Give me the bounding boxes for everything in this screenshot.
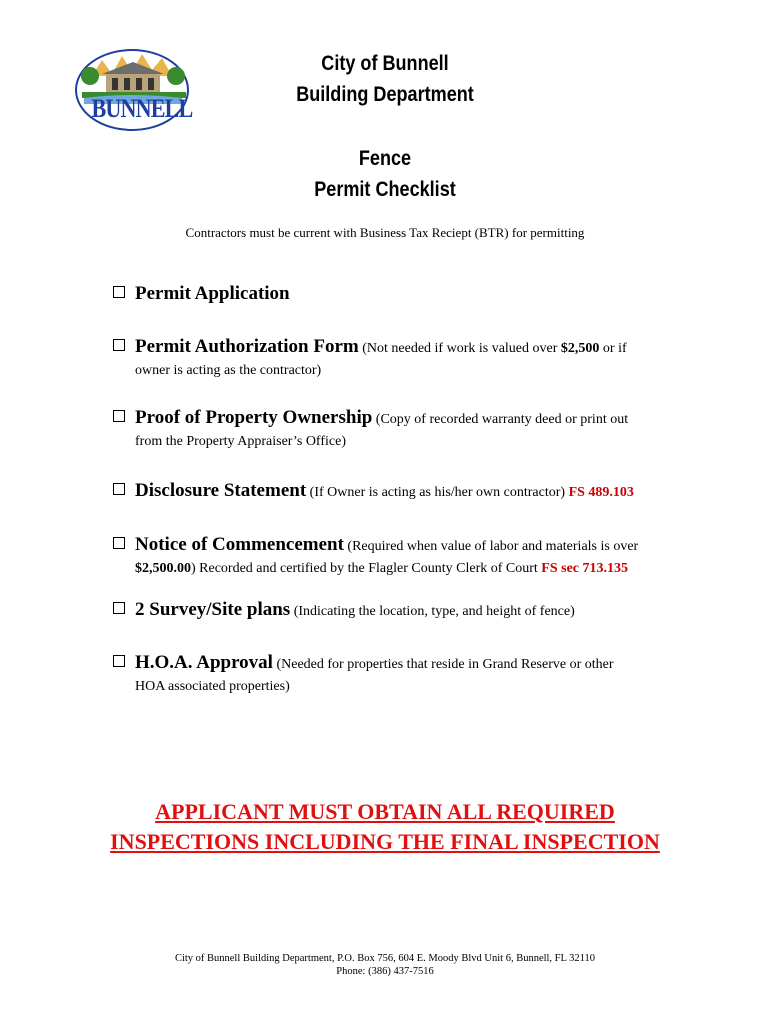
item-description: (If Owner is acting as his/her own contractor) (309, 485, 569, 500)
checkbox[interactable] (113, 655, 125, 667)
item-title: Permit Authorization Form (135, 336, 359, 357)
item-title: Permit Application (135, 283, 290, 304)
item-title: Notice of Commencement (135, 534, 344, 555)
item-description-cont: from the Property Appraiser’s Office) (135, 434, 346, 449)
item-description-cont: owner is acting as the contractor) (135, 363, 322, 378)
checklist-item-notice-of-commencement (113, 534, 683, 580)
item-description: (Needed for properties that reside in Grand Reserve or other (276, 657, 614, 672)
checkbox[interactable] (113, 286, 125, 298)
checklist-item-survey-site-plans (113, 599, 683, 623)
item-title: Disclosure Statement (135, 480, 307, 501)
item-description: (Indicating the location, type, and height of fence) (293, 604, 575, 619)
item-description: (Copy of recorded warranty deed or print out (375, 412, 629, 427)
item-title: H.O.A. Approval (135, 652, 273, 673)
permit-type-title: Fence (358, 147, 412, 170)
checklist-item-disclosure-statement (113, 480, 683, 504)
item-description-cont: $2,500.00) Recorded and certified by the Flagler County Clerk of Court FS sec 713.135 (135, 561, 629, 576)
btr-note: Contractors must be current with Business Tax Reciept (BTR) for permitting (185, 225, 585, 240)
department-title: Building Department (296, 83, 474, 106)
item-description-cont: HOA associated properties) (135, 679, 290, 694)
item-description: (Not needed if work is valued over $2,500 or if (362, 341, 627, 356)
checklist-item-hoa-approval (113, 652, 683, 698)
logo-text: BUNNELL (91, 94, 193, 123)
item-description: (Required when value of labor and materials is over (347, 539, 639, 554)
city-title: City of Bunnell (321, 52, 449, 75)
checkbox[interactable] (113, 602, 125, 614)
checkbox[interactable] (113, 537, 125, 549)
checklist-title: Permit Checklist (314, 178, 456, 201)
checkbox[interactable] (113, 410, 125, 422)
inspection-warning-line1: APPLICANT MUST OBTAIN ALL REQUIRED (155, 799, 615, 824)
checkbox[interactable] (113, 483, 125, 495)
checkbox[interactable] (113, 339, 125, 351)
footer-address: City of Bunnell Building Department, P.O. Box 756, 604 E. Moody Blvd Unit 6, Bunnell, FL 32110 (174, 953, 596, 964)
checklist-item-permit-application (113, 283, 683, 307)
statute-ref: FS 489.103 (568, 485, 634, 500)
item-title: 2 Survey/Site plans (135, 599, 291, 620)
checklist-item-authorization-form (113, 336, 683, 382)
checklist-item-property-ownership (113, 407, 683, 453)
item-title: Proof of Property Ownership (135, 407, 373, 428)
inspection-warning-line2: INSPECTIONS INCLUDING THE FINAL INSPECTION (110, 829, 660, 854)
statute-ref: FS sec 713.135 (541, 561, 629, 576)
footer-phone: Phone: (386) 437-7516 (336, 966, 434, 977)
